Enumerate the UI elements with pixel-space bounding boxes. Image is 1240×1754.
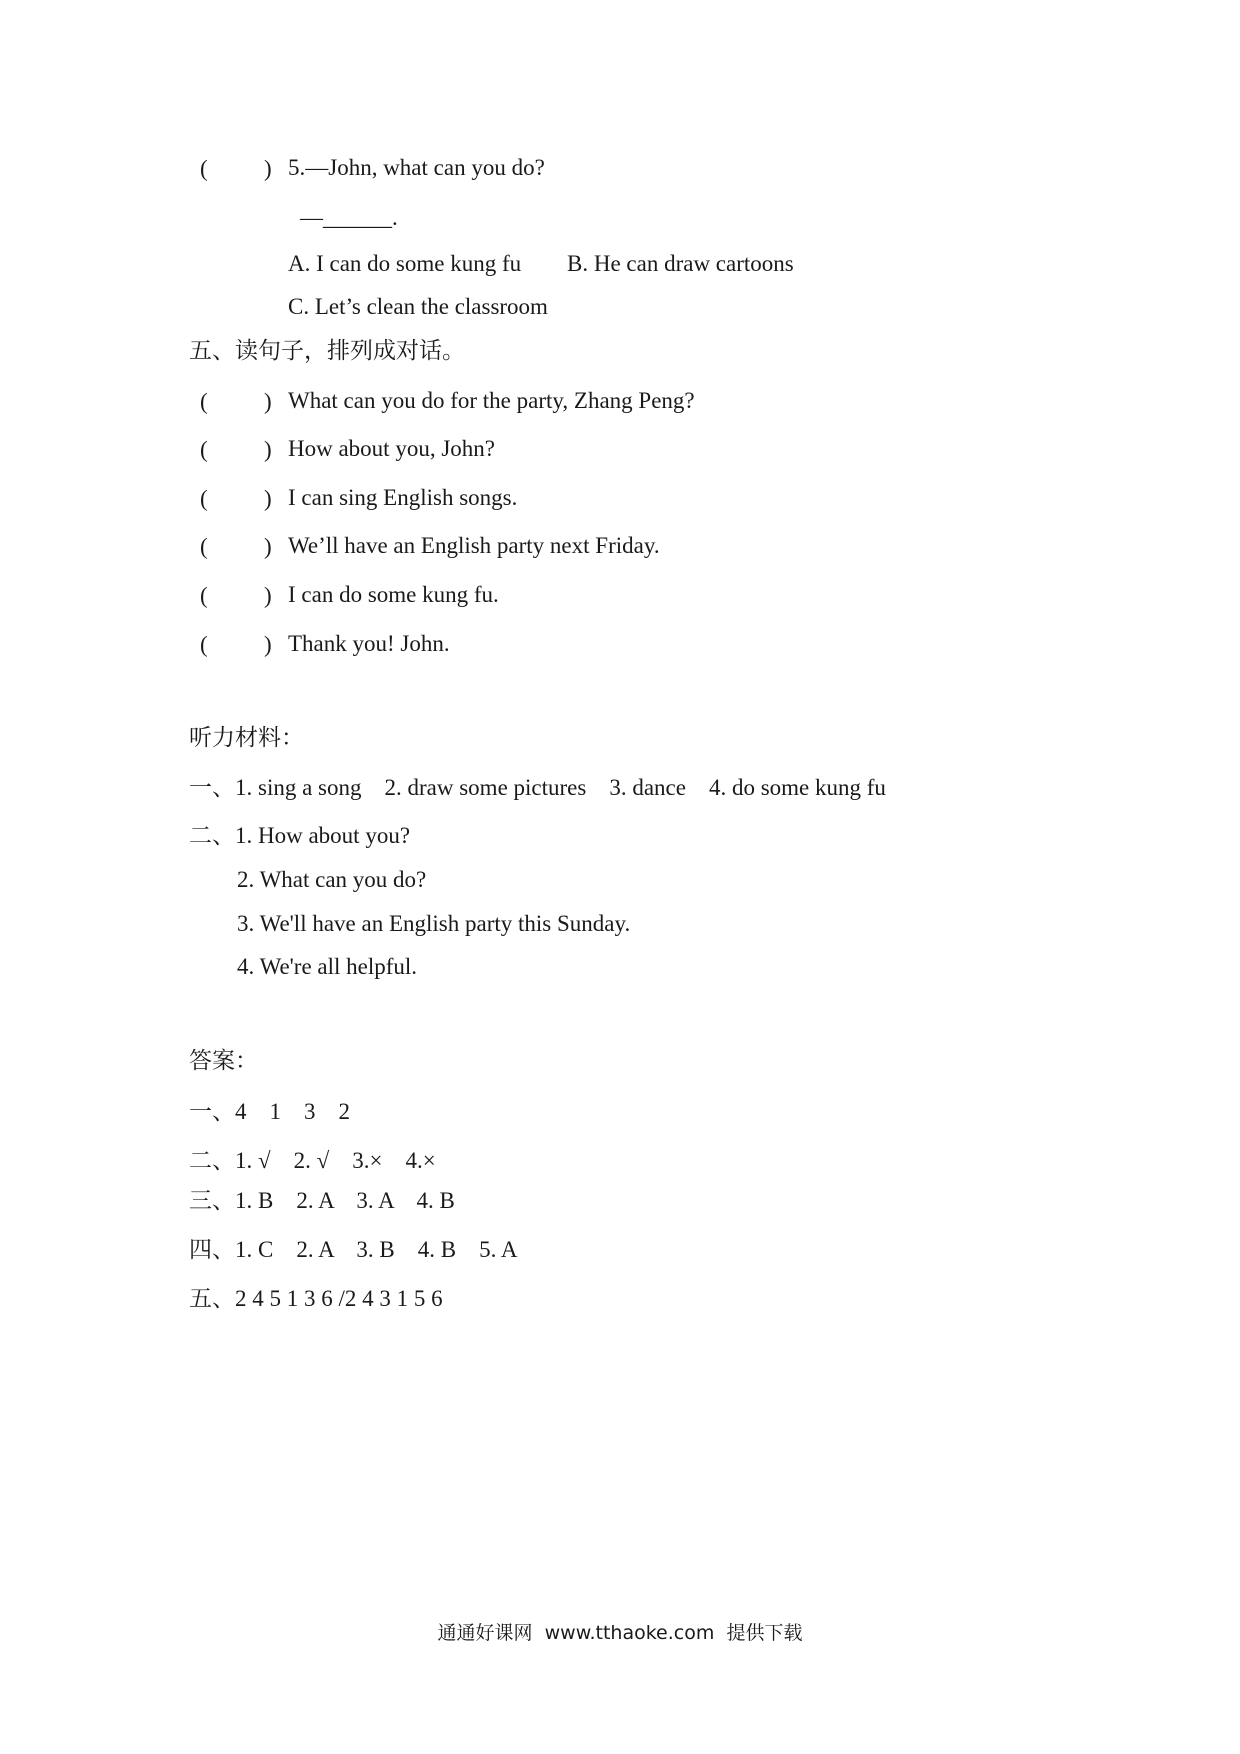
dialogue-sentence: I can do some kung fu.	[288, 582, 499, 607]
answer-paren-close: )	[264, 486, 272, 511]
answer-paren-open: (	[200, 389, 208, 414]
listening-part-1: 一、1. sing a song 2. draw some pictures 3. dance 4. do some kung fu	[189, 775, 886, 800]
answer-paren-open: (	[200, 632, 208, 657]
answer-line: 四、1. C 2. A 3. B 4. B 5. A	[189, 1237, 518, 1262]
section-5-heading: 五、读句子，排列成对话。	[189, 338, 465, 364]
answer-line: 三、1. B 2. A 3. A 4. B	[189, 1188, 455, 1213]
page-footer: 通通好课网 www.tthaoke.com 提供下载	[437, 1622, 803, 1644]
dialogue-sentence: Thank you! John.	[288, 631, 450, 656]
listening-part-2-item: 4. We're all helpful.	[237, 954, 418, 979]
listening-part-2-item: 3. We'll have an English party this Sunday.	[237, 911, 631, 936]
listening-part-2-first: 二、1. How about you?	[189, 823, 411, 848]
answer-paren-close: )	[264, 534, 272, 559]
question-5-option-c: C. Let’s clean the classroom	[288, 294, 548, 319]
answer-paren-close: )	[264, 583, 272, 608]
answer-paren-open: (	[200, 437, 208, 462]
answer-paren-open: (	[200, 156, 208, 181]
answer-paren-close: )	[264, 156, 272, 181]
answer-paren-open: (	[200, 486, 208, 511]
answer-paren-close: )	[264, 632, 272, 657]
dialogue-sentence: We’ll have an English party next Friday.	[288, 533, 660, 558]
answer-paren-close: )	[264, 437, 272, 462]
answer-paren-open: (	[200, 583, 208, 608]
question-5-option-b: B. He can draw cartoons	[567, 251, 794, 276]
answer-line: 一、4 1 3 2	[189, 1099, 350, 1124]
listening-part-2-item: 2. What can you do?	[237, 867, 427, 892]
listening-heading: 听力材料：	[189, 725, 304, 751]
dialogue-sentence: What can you do for the party, Zhang Peng?	[288, 388, 695, 413]
answer-line: 五、2 4 5 1 3 6 /2 4 3 1 5 6	[189, 1286, 443, 1311]
answer-paren-open: (	[200, 534, 208, 559]
question-5-text: 5.—John, what can you do?	[288, 155, 545, 180]
answers-heading: 答案：	[189, 1048, 258, 1074]
dialogue-sentence: How about you, John?	[288, 436, 495, 461]
question-5-answer-blank: —______.	[300, 205, 398, 230]
answer-line: 二、1. √ 2. √ 3.× 4.×	[189, 1148, 436, 1173]
question-5-option-a: A. I can do some kung fu	[288, 251, 522, 276]
answer-paren-close: )	[264, 389, 272, 414]
dialogue-sentence: I can sing English songs.	[288, 485, 518, 510]
